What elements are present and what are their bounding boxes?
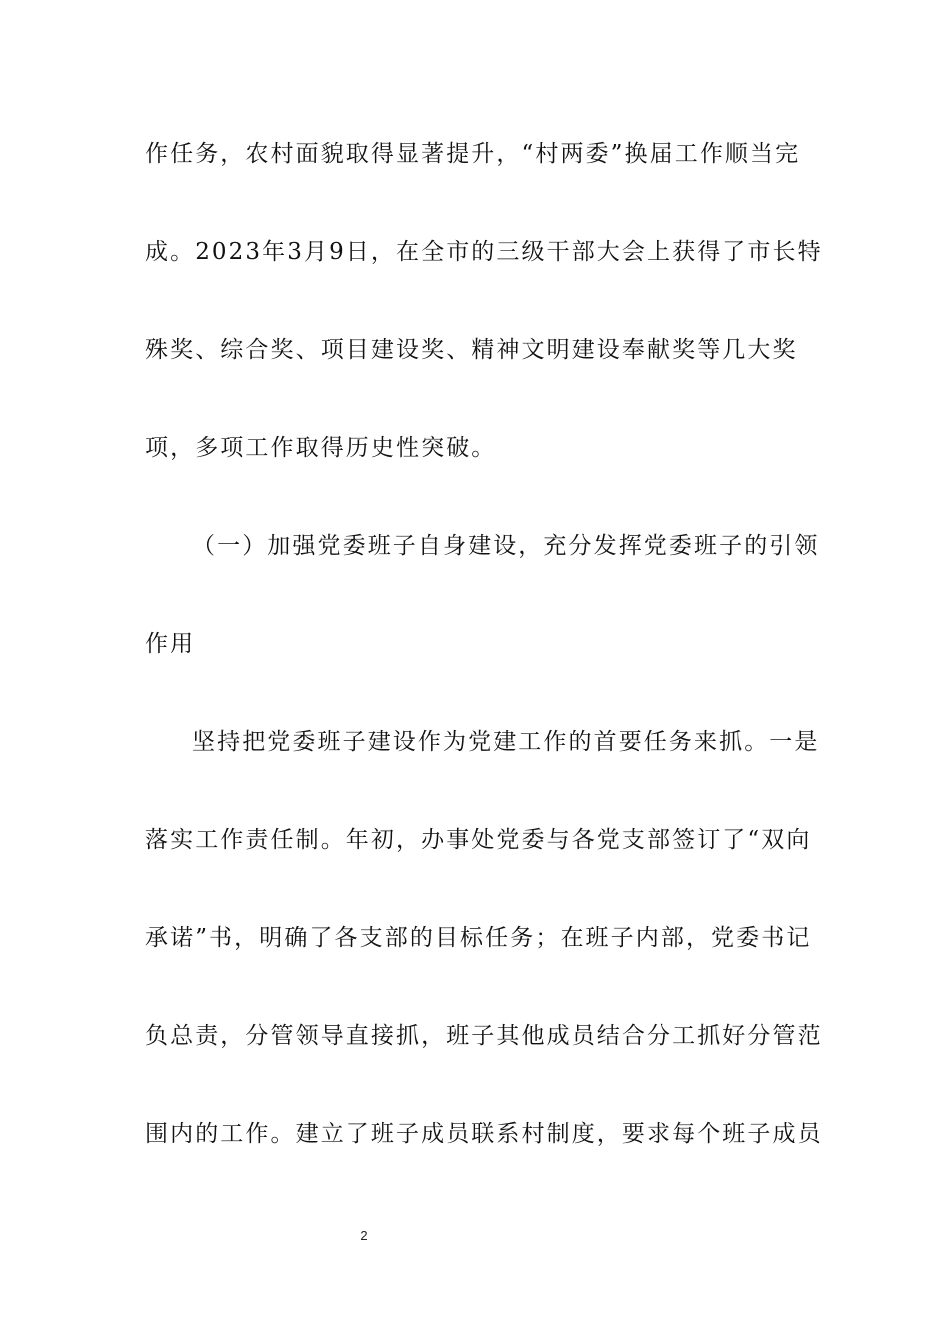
paragraph-line: 负总责，分管领导直接抓，班子其他成员结合分工抓好分管范 bbox=[145, 1023, 823, 1049]
page-number: 2 bbox=[360, 1228, 368, 1243]
paragraph-line: 作任务，农村面貌取得显著提升，“村两委”换届工作顺当完 bbox=[145, 141, 801, 167]
section-heading-line: 作用 bbox=[145, 631, 196, 657]
paragraph-line: 殊奖、综合奖、项目建设奖、精神文明建设奉献奖等几大奖 bbox=[145, 337, 798, 363]
paragraph-line: 坚持把党委班子建设作为党建工作的首要任务来抓。一是 bbox=[192, 729, 820, 755]
paragraph-line: 成。2023年3月9日，在全市的三级干部大会上获得了市长特 bbox=[145, 239, 823, 265]
paragraph-line: 落实工作责任制。年初，办事处党委与各党支部签订了“双向 bbox=[145, 827, 812, 853]
paragraph-line: 承诺”书，明确了各支部的目标任务；在班子内部，党委书记 bbox=[145, 925, 812, 951]
paragraph-line: 项，多项工作取得历史性突破。 bbox=[145, 435, 497, 461]
section-heading-line: （一）加强党委班子自身建设，充分发挥党委班子的引领 bbox=[192, 533, 820, 559]
paragraph-line: 围内的工作。建立了班子成员联系村制度，要求每个班子成员 bbox=[145, 1121, 823, 1147]
